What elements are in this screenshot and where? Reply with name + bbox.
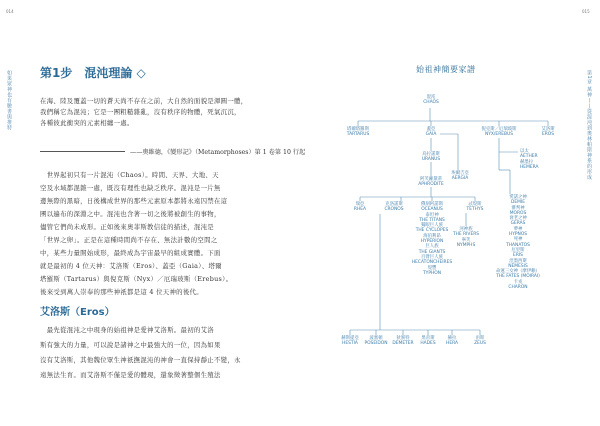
intro-line: 各種彼此衝突的元素相纏一處。 [40, 119, 134, 127]
node-hades: 黑帝斯 HADES [420, 336, 436, 347]
node-gaia: 蓋亞 GAIA [425, 127, 437, 138]
node-tethys: 忒堤斯 TETHYS [466, 202, 484, 213]
right-running-head: 第1章 萬神——從混沌到奧林帕斯神系的形成 [586, 70, 592, 181]
node-hera: 赫拉 HERA [446, 336, 458, 347]
figure-title: 始祖神簡要家譜 [416, 65, 476, 74]
node-tartarus: 塔爾塔羅斯 TARTARUS [346, 127, 370, 138]
body-line: 中，某些力量開始成形，最終成為宇宙最早的組成實體。下面 [40, 249, 221, 257]
body-line: 世界起初只有一片混沌（Chaos）。時間、天界、大地、天 [40, 171, 219, 179]
node-nyx-erebus: 倪克斯／厄瑞玻斯 NYX/EREBUS [481, 127, 517, 138]
intro-line: 我們稱它為混沌；它是一團粗糙雜亂，沒有秩序的物體，死氣沉沉， [40, 108, 241, 116]
body-line: 邊無際的黑暗，日後構成世界的那些元素原本都將永遠囚禁在這 [40, 197, 228, 205]
node-zeus: 宙斯 ZEUS [474, 336, 486, 347]
node-aphrodite: 阿芙蘿黛蒂 APHRODITE [418, 177, 444, 188]
body-line: 就是最初的 4 位天神：艾洛斯（Eros）、蓋亞（Gaia）、塔爾 [40, 262, 222, 270]
node-cronos: 克洛諾斯 CRONOS [384, 202, 404, 213]
node-chaos: 混沌 CHAOS [423, 95, 439, 106]
intro-line: 在海、陸及覆蓋一切的蒼天尚不存在之前，大自然的面貌是渾圓一體， [40, 97, 248, 105]
body-line: 團以遍布的深淵之中。混沌也含著一切之後將被創生的事物， [40, 210, 221, 218]
body-line: 儘管它們尚未成形。正如後來奧菲斯教信徒的描述，混沌是 [40, 223, 214, 231]
body-line: 「世界之卵」。正是在這種時間尚不存在、無法計數的空間之 [40, 236, 218, 244]
eros-line: 斯有強大的力量，可以說是諸神之中最強大的一位，因為如果 [40, 341, 221, 349]
eros-line: 遠無法生育。而艾洛斯不僅是愛的體現，還象徵著整個生殖法 [40, 371, 221, 379]
node-eros: 艾洛斯 EROS [541, 127, 555, 138]
body-line: 後來受到萬人崇奉的那些神祇都是這 4 位天神的後代。 [40, 288, 203, 296]
quote-reference: ——奧維德，《變形記》（Metamorphoses）第 1 卷第 10 行起 [130, 149, 306, 156]
page-number-right: 015 [582, 9, 590, 14]
node-uranus: 烏拉諾斯 URANUS [421, 152, 441, 163]
node-poseidon: 波塞頓 POSEIDON [364, 336, 388, 347]
body-line: 塔羅斯（Tartarus）與倪克斯（Nyx）／厄瑞玻斯（Erebus）。 [40, 275, 233, 283]
body-line: 空及水域都混雜一處，既沒有理性也缺乏秩序。混沌是一片無 [40, 184, 221, 192]
node-titans-group: 俄刻阿諾斯 OCEANUS 泰坦神 THE TITANS 獨眼巨人族 THE CYCLOPES 海伯利昂 HYPERION 巨人族 THE GIANTS 百臂巨人族 HECATONCHEIRES 堤豐 TYPHON [411, 202, 453, 276]
node-demeter: 狄蜜特 DEMETER [392, 336, 414, 347]
node-night-children: 愛諾之神 DEMIE 審判神 MOROS 衰老之神 GERAS 夢神 HYPNOS 死神 THANATOS 厄里斯 ERIS 涅墨西斯 NEMESIS 命運三女神（摩伊賴） THE FATES (MOIRAI) 卡戎 CHARON [496, 195, 540, 291]
eros-subheading: 艾洛斯（Eros） [40, 307, 115, 318]
page-number-left: 014 [6, 9, 14, 14]
node-hestia: 赫斯提亞 HESTIA [341, 336, 359, 347]
section-title: 第1步 混沌理論 ◇ [40, 66, 146, 80]
node-aether-hemera: 以太 AETHER 赫墨拉 HEMERA [520, 149, 539, 170]
node-rhea: 瑞亞 RHEA [353, 202, 367, 213]
node-aergia: 埃爾吉亞 AERGIA [451, 171, 469, 182]
node-rivers-nymphs: 河神族 THE RIVERS 寧芙 NYMPHS [452, 227, 480, 248]
eros-line: 沒有艾洛斯，其他魏位眾生神祇撫混沌的神會一直保持靜止不變，永 [40, 356, 241, 364]
left-running-head: 如果眾神也有臉書與推特 [6, 70, 12, 131]
eros-line: 最先從混沌之中現身的始祖神是愛神艾洛斯。最初的艾洛 [40, 326, 214, 334]
